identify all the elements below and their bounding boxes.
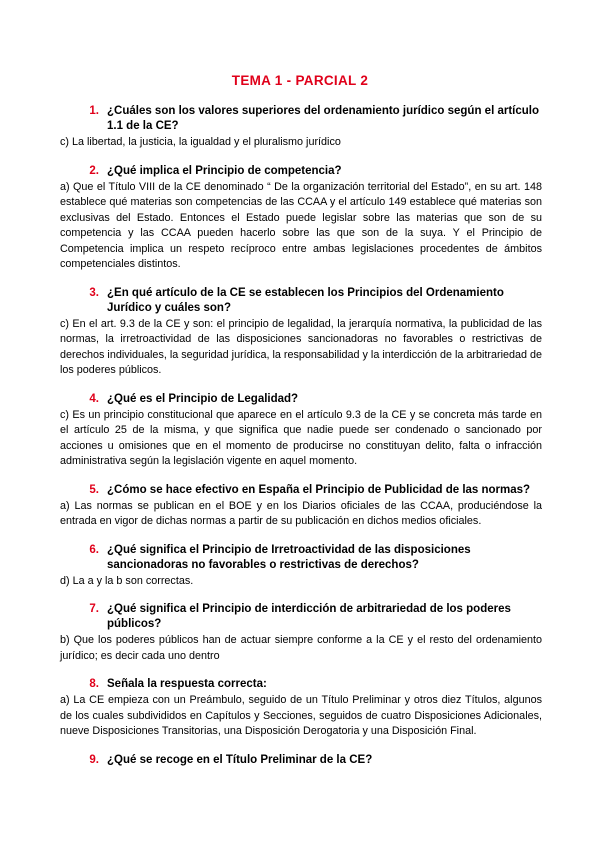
question-text: ¿Qué significa el Principio de Irretroactividad de las disposiciones sancionadoras no favorables o restrictivas de derechos? [107,543,471,571]
answer-text: a) Que el Título VIII de la CE denominado “ De la organización territorial del Estado”, en su art. 148 establece qué materias son competencias de las CCAA y el artículo 149 establece qué materias son exclusivas del Estado. Entonces el Estado puede legislar sobre las materias que son de su competencia y las CCAA pueden hacerlo sobre las que son de la suya. Y el Principio de Competencia implica un respeto recíproco entre ambas legislaciones procedentes de ámbitos competenciales distintos. [60,180,542,270]
question-text: ¿Cuáles son los valores superiores del ordenamiento jurídico según el artículo 1.1 de la CE? [107,105,540,132]
question-text: ¿Qué significa el Principio de interdicción de arbitrariedad de los poderes públicos? [107,603,511,630]
answer-text: a) Las normas se publican en el BOE y en los Diarios oficiales de las CCAA, produciéndose la entrada en vigor de dichas normas a partir de su publicación en dichos medios oficiales. [60,499,542,527]
question-text: ¿Cómo se hace efectivo en España el Principio de Publicidad de las normas? [107,483,531,496]
question-item [60,753,542,768]
question-number: 5. [89,483,99,496]
question-item [60,677,542,740]
question-item [60,286,542,379]
question-number: 9. [89,753,99,766]
question-number: 8. [89,678,99,690]
question-text: Señala la respuesta correcta: [107,678,267,690]
question-item [60,483,542,530]
page-title: TEMA 1 - PARCIAL 2 [231,73,369,88]
question-text: ¿En qué artículo de la CE se establecen los Principios del Ordenamiento Jurídico y cuáles son? [107,286,504,314]
answer-text: d) La a y la b son correctas. [60,574,194,587]
question-number: 1. [89,105,99,117]
answer-text: c) En el art. 9.3 de la CE y son: el principio de legalidad, la jerarquía normativa, la publicidad de las normas, la irretroactividad de las disposiciones sancionadoras no favorables o restrictivas de derechos individuales, la seguridad jurídica, la responsabilidad y la interdicción de la arbitrariedad de los poderes públicos. [60,317,542,376]
question-number: 7. [89,603,99,615]
question-item [60,543,542,590]
question-text: ¿Qué implica el Principio de competencia? [107,164,342,177]
question-item [60,392,542,470]
answer-text: a) La CE empieza con un Preámbulo, seguido de un Título Preliminar y otros diez Títulos, algunos de los cuales subdivididos en Capítulos y Secciones, seguidos de cuatro Disposiciones Adicionales, nueve Disposiciones Transitorias, una Disposición Derogatoria y una Disposición Final. [60,694,542,737]
question-text: ¿Qué es el Principio de Legalidad? [107,392,299,405]
question-list [60,104,542,781]
question-item [60,164,542,273]
answer-text: c) La libertad, la justicia, la igualdad y el pluralismo jurídico [60,136,341,148]
question-number: 3. [89,286,99,299]
question-number: 6. [89,543,99,556]
answer-text: b) Que los poderes públicos han de actuar siempre conforme a la CE y el resto del ordenamiento jurídico; es decir cada uno dentro [60,634,542,662]
question-number: 4. [89,392,99,405]
question-item [60,104,542,151]
question-text: ¿Qué se recoge en el Título Preliminar de la CE? [107,753,373,766]
question-number: 2. [89,164,99,177]
answer-text: c) Es un principio constitucional que aparece en el artículo 9.3 de la CE y se concreta más tarde en el artículo 25 de la misma, y que significa que nadie puede ser condenado o sancionado por acciones u omisiones que en el momento de producirse no constituyan delito, falta o infracción administrativa según la legislación vigente en aquel momento. [60,408,542,467]
question-item [60,602,542,664]
